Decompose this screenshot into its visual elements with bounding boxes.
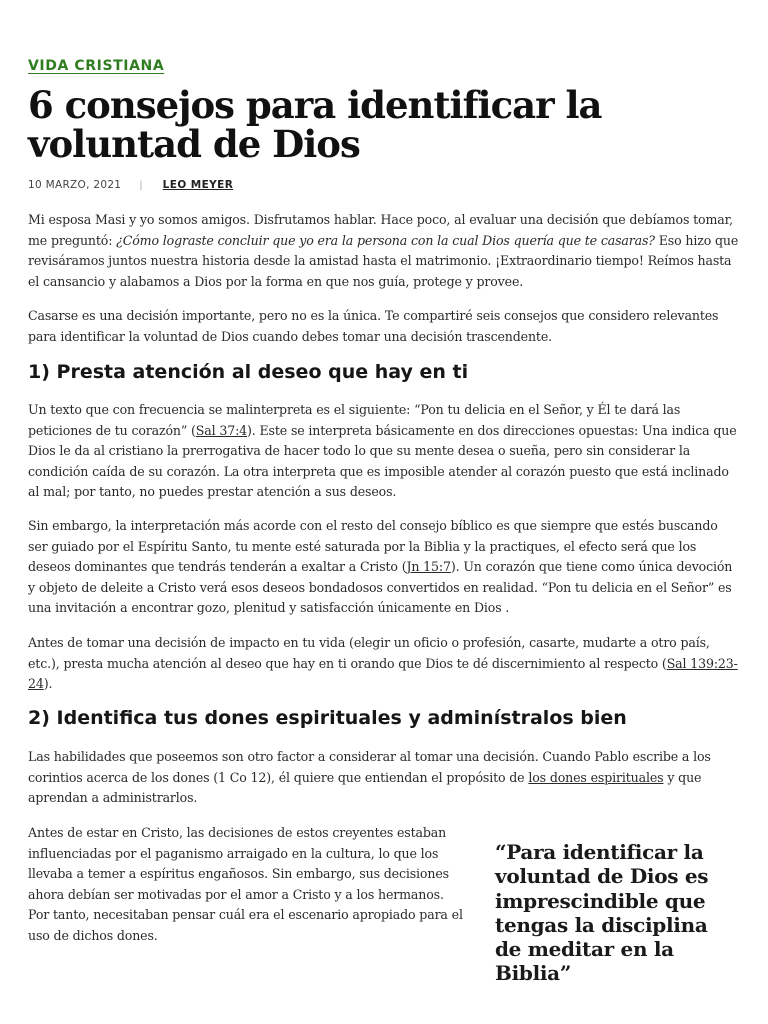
text: Eso hizo que revisáramos juntos nuestra historia desde la amistad hasta el matrimonio. ¡Extraordinario tiempo! Reímos hasta el cansancio y alabamos a Dios por la forma en que nos guía, protege y provee. <box>28 232 739 289</box>
text: y que aprendan a administrarlos. <box>28 769 702 805</box>
scripture-link-sal-139[interactable]: Sal 139:23-24 <box>28 655 738 691</box>
section1-paragraph-3 <box>28 633 740 695</box>
text: Las habilidades que poseemos son otro factor a considerar al tomar una decisión. Cuando Pablo escribe a los corintios acerca de los dones (1 Co 12), él quiere que entiendan el propósito de <box>28 749 711 785</box>
section2-paragraph-2: Antes de estar en Cristo, las decisiones de estos creyentes estaban influenciadas por el paganismo arraigado en la cultura, lo que los llevaba a temer a espíritus engañosos. Sin embargo, sus decisiones ahora debían ser motivadas por el amor a Cristo y a los hermanos. Por tanto, necesitaban pensar cuál era el escenario apropiado para el uso de dichos dones. <box>28 825 463 943</box>
section-heading-2: 2) Identifica tus dones espirituales y adminístralos bien <box>28 707 627 729</box>
section1-paragraph-1 <box>28 400 740 503</box>
intro-paragraph-2: Casarse es una decisión importante, pero no es la única. Te compartiré seis consejos que considero relevantes para identificar la voluntad de Dios cuando debes tomar una decisión trascendente. <box>28 308 719 344</box>
spiritual-gifts-link[interactable]: los dones espirituales <box>528 769 664 785</box>
section1-paragraph-2 <box>28 516 740 619</box>
text: Sin embargo, la interpretación más acorde con el resto del consejo bíblico es que siempre que estés buscando ser guiado por el Espíritu Santo, tu mente esté saturada por la Biblia y la practiques, el efecto será que los deseos dominantes que tendrás tenderán a exaltar a Cristo ( <box>28 518 718 574</box>
text: ). <box>43 676 53 691</box>
scripture-link-jn-15-7[interactable]: Jn 15:7 <box>406 559 451 574</box>
meta-separator: | <box>139 179 143 191</box>
text: Mi esposa Masi y yo somos amigos. Disfrutamos hablar. Hace poco, al evaluar una decisión que debíamos tomar, me preguntó: <box>28 212 733 248</box>
text: Un texto que con frecuencia se malinterpreta es el siguiente: “Pon tu delicia en el Señor, y Él te dará las peticiones de tu corazón” ( <box>28 402 681 438</box>
text: ). Este se interpreta básicamente en dos direcciones opuestas: Una indica que Dios le da al cristiano la prerrogativa de hacer todo lo que su mente desea o sueña, pero sin considerar la condición caída de su corazón. La otra interpreta que es imposible atender al corazón puesto que está inclinado al mal; por tanto, no puedes prestar atención a sus deseos. <box>28 422 737 499</box>
pull-quote: “Para identificar la voluntad de Dios es imprescindible que tengas la disciplina de meditar en la Biblia” <box>495 840 709 986</box>
text: ). Un corazón que tiene como única devoción y objeto de deleite a Cristo verá esos deseos bondadosos convertidos en realidad. “Pon tu delicia en el Señor” es una invitación a encontrar gozo, plenitud y satisfacción únicamente en Dios . <box>28 559 733 615</box>
text: Antes de tomar una decisión de impacto en tu vida (elegir un oficio o profesión, casarte, mudarte a otro país, etc.), presta mucha atención al deseo que hay en ti orando que Dios te dé discernimiento al respecto ( <box>28 635 710 671</box>
article-meta <box>28 179 233 191</box>
publish-date: 10 MARZO, 2021 <box>28 179 122 191</box>
intro-paragraph-1 <box>28 210 740 292</box>
section-heading-1: 1) Presta atención al deseo que hay en ti <box>28 361 469 383</box>
scripture-link-sal-37-4[interactable]: Sal 37:4 <box>195 422 248 438</box>
article-title: 6 consejos para identificar la voluntad de Dios <box>28 83 602 166</box>
category-link[interactable]: VIDA CRISTIANA <box>28 58 165 74</box>
emphasis-question: ¿Cómo lograste concluir que yo era la persona con la cual Dios quería que te casaras? <box>116 232 655 248</box>
author-link[interactable]: LEO MEYER <box>162 179 234 191</box>
section2-paragraph-1 <box>28 747 740 809</box>
